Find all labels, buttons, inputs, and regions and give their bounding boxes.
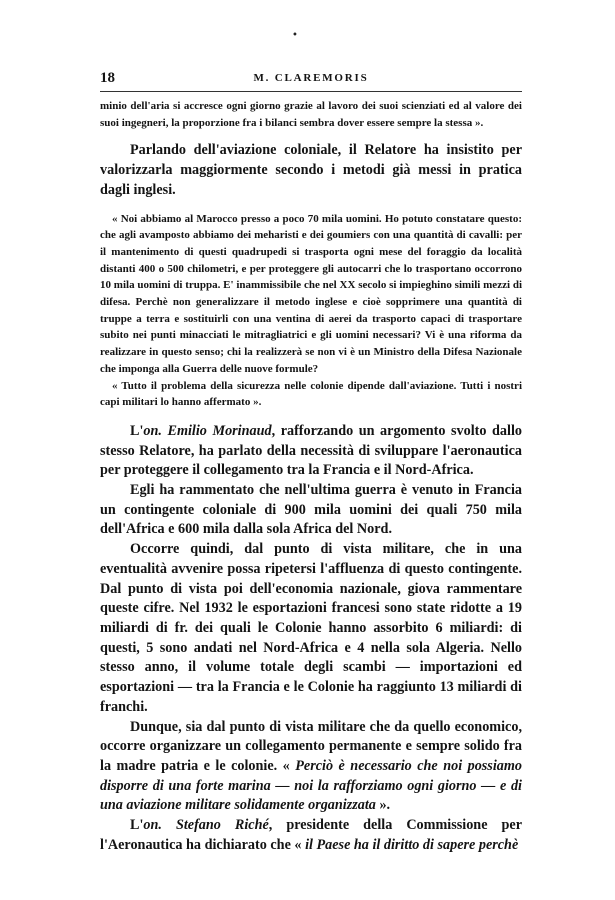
italic-quote: il Paese ha il diritto di sapere perchè <box>305 836 519 853</box>
text-segment: , rafforzando un argomento svolto dallo stesso Relatore, ha parlato della necessità di sviluppare l'aeronautica per proteggere il collegamento tra la Francia e il Nord-Africa. <box>100 422 522 479</box>
paragraph-economy: Occorre quindi, dal punto di vista militare, che in una eventualità avvenire possa ripetersi l'affluenza di questo contingente. Dal punto di vista poi dell'economia nazionale, giova rammentare queste cifre. Nel 1932 le esportazioni francesi sono state ridotte a 19 miliardi di fr. dei quali le Colonie hanno assorbito 6 miliardi: di questi, 5 sono andati nel Nord-Africa e 4 nella sola Algeria. Nello stesso anno, il volume totale degli scambi — importazioni ed esportazioni — tra la Francia e le Colonie ha raggiunto 13 miliardi di franchi. <box>100 541 522 715</box>
text-segment: ». <box>375 797 391 814</box>
page-number: 18 <box>100 70 115 86</box>
paragraph-continuation: minio dell'aria si accresce ogni giorno grazie al lavoro dei suoi scienziati ed al valore dei suoi ingegneri, la proporzione fra i bilanci sembra dover essere sempre la stessa ». <box>100 100 522 129</box>
top-ornament: • <box>292 30 298 41</box>
speaker-name: on. Emilio Morinaud <box>143 422 272 439</box>
text-segment: Dunque, sia dal punto di vista militare che da quello economico, occorre organizzare un collegamento permanente e sempre solido fra la madre patria e le colonie. « <box>100 718 522 774</box>
quote-morocco: « Noi abbiamo al Marocco presso a poco 70 mila uomini. Ho potuto constatare questo: che agli avamposto abbiamo dei meharisti e dei goumiers con una quantità di cavalli: per il mantenimento di questi quadrupedi si trasporta ogni mese del foraggio da località distanti 400 o 500 chilometri, e per proteggere gli autocarri che lo trasportano occorrono 10 mila uomini di truppa. E' inammissibile che nel XX secolo si impieghino simili mezzi di difesa. Perchè non generalizzare il metodo inglese e cioè sopprimere una quantità di truppe a terra e sostituirli con una ventina di aerei da trasporto capaci di trasportare subito nei punti minacciati le mitragliatrici e gli uomini necessari? Vi è una riforma da realizzare in questo senso; chi la realizzerà se non vi è un Ministro della Difesa Nazionale che imponga alla Guerra delle nuove formule? <box>100 212 522 375</box>
text-segment: L' <box>130 422 144 439</box>
paragraph-colonial-aviation: Parlando dell'aviazione coloniale, il Relatore ha insistito per valorizzarla maggiormente secondo i metodi già messi in pratica dagli inglesi. <box>100 142 522 198</box>
speaker-name: on. Stefano Riché <box>143 817 269 834</box>
paragraph-contingent: Egli ha rammentato che nell'ultima guerra è venuto in Francia un contingente coloniale di 900 mila uomini dei quali 750 mila dell'Africa e 600 mila dalla sola Africa del Nord. <box>100 482 522 538</box>
quote-security: « Tutto il problema della sicurezza nelle colonie dipende dall'aviazione. Tutti i nostri capi militari lo hanno affermato ». <box>100 379 522 409</box>
running-title: M. CLAREMORIS <box>253 72 369 84</box>
header-rule <box>100 91 522 92</box>
italic-quote: Perciò è necessario che noi possiamo disporre di una forte marina — noi la rafforziamo ogni giorno — e di una aviazione militare solidamente organizzata <box>100 757 522 814</box>
paragraph-morinaud <box>100 422 522 481</box>
text-segment: L' <box>130 817 144 834</box>
page-body <box>100 98 522 855</box>
paragraph-riche <box>100 816 522 855</box>
paragraph-conclusion <box>100 718 522 817</box>
page-header <box>100 70 522 90</box>
text-segment: , presidente della Commissione per l'Aeronautica ha dichiarato che « <box>100 817 522 853</box>
